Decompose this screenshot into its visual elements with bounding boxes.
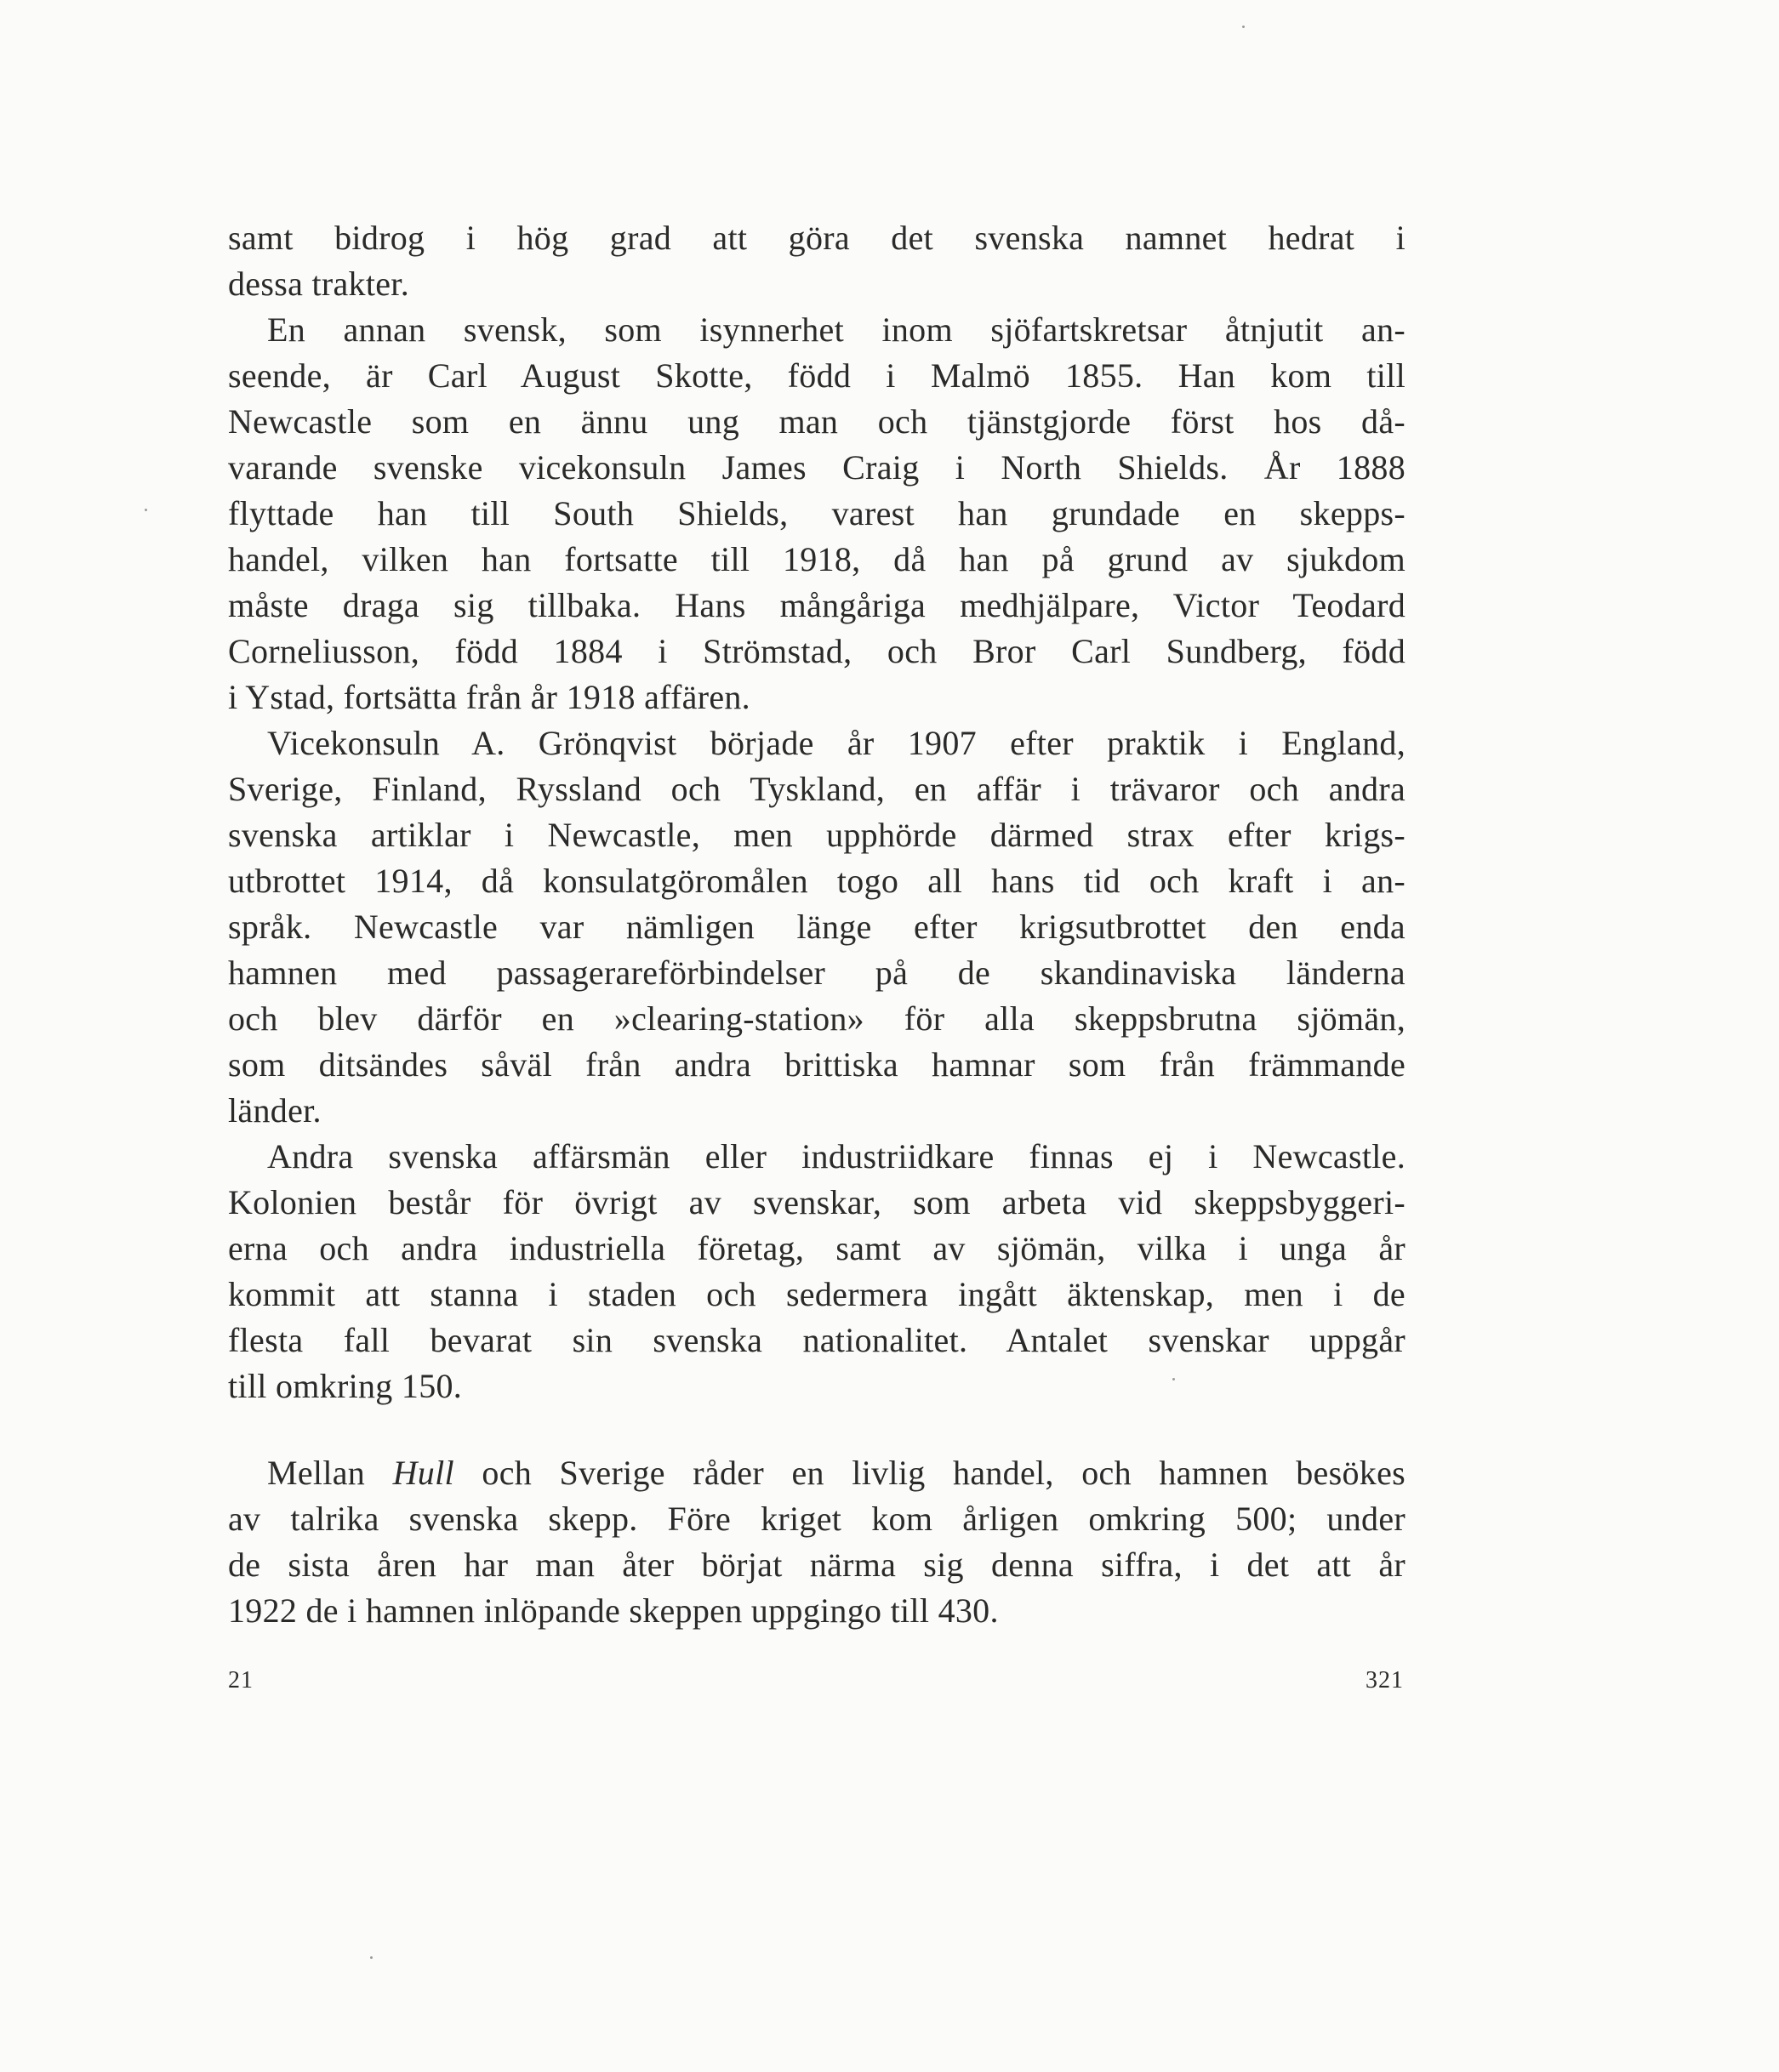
text-line: måste draga sig tillbaka. Hans mångåriga medhjälpare, Victor Teodard bbox=[228, 586, 1406, 624]
text-line: svenska artiklar i Newcastle, men upphörde därmed strax efter krigs- bbox=[228, 816, 1406, 854]
text-line: i Ystad, fortsätta från år 1918 affären. bbox=[228, 678, 750, 716]
text-line: flyttade han till South Shields, varest han grundade en skepps- bbox=[228, 494, 1406, 532]
text-line: dessa trakter. bbox=[228, 265, 410, 303]
text-section-newcastle bbox=[228, 215, 1406, 1409]
text-line: Kolonien består för övrigt av svenskar, som arbeta vid skeppsbyggeri- bbox=[228, 1183, 1406, 1221]
text-run: och Sverige råder en livlig handel, och hamnen besökes bbox=[453, 1454, 1406, 1492]
paper-speck bbox=[1242, 26, 1245, 28]
text-line: till omkring 150. bbox=[228, 1367, 463, 1405]
text-line: samt bidrog i hög grad att göra det svenska namnet hedrat i bbox=[228, 219, 1406, 257]
text-line: En annan svensk, som isynnerhet inom sjöfartskretsar åtnjutit an- bbox=[267, 310, 1406, 349]
text-line: länder. bbox=[228, 1091, 322, 1130]
text-line: de sista åren har man åter börjat närma sig denna siffra, i det att år bbox=[228, 1545, 1406, 1584]
text-line: varande svenske vicekonsuln James Craig i North Shields. År 1888 bbox=[228, 448, 1406, 487]
text-line: Newcastle som en ännu ung man och tjänstgjorde först hos då- bbox=[228, 402, 1406, 441]
text-line: som ditsändes såväl från andra brittiska hamnar som från främmande bbox=[228, 1045, 1406, 1084]
text-line: Sverige, Finland, Ryssland och Tyskland, en affär i trävaror och andra bbox=[228, 770, 1406, 808]
text-section-hull bbox=[228, 1450, 1406, 1634]
text-run: Mellan bbox=[267, 1454, 393, 1492]
paper-speck bbox=[1172, 1378, 1175, 1380]
text-line: kommit att stanna i staden och sedermera ingått äktenskap, men i de bbox=[228, 1275, 1406, 1313]
text-line: handel, vilken han fortsatte till 1918, då han på grund av sjukdom bbox=[228, 540, 1406, 578]
paper-speck bbox=[370, 1956, 373, 1959]
text-line bbox=[228, 1450, 1406, 1496]
paper-speck bbox=[145, 509, 147, 511]
text-line: språk. Newcastle var nämligen länge efter krigsutbrottet den enda bbox=[228, 908, 1406, 946]
text-line: flesta fall bevarat sin svenska nationalitet. Antalet svenskar uppgår bbox=[228, 1321, 1406, 1359]
text-line: Vicekonsuln A. Grönqvist började år 1907 efter praktik i England, bbox=[267, 724, 1406, 762]
page-number: 321 bbox=[1366, 1667, 1404, 1693]
text-line: av talrika svenska skepp. Före kriget kom årligen omkring 500; under bbox=[228, 1500, 1406, 1538]
text-line: utbrottet 1914, då konsulatgöromålen togo all hans tid och kraft i an- bbox=[228, 862, 1406, 900]
text-line: seende, är Carl August Skotte, född i Malmö 1855. Han kom till bbox=[228, 356, 1406, 395]
signature-mark: 21 bbox=[228, 1667, 254, 1693]
text-line: Corneliusson, född 1884 i Strömstad, och Bror Carl Sundberg, född bbox=[228, 632, 1406, 670]
text-line: Andra svenska affärsmän eller industriidkare finnas ej i Newcastle. bbox=[267, 1137, 1406, 1175]
text-line: 1922 de i hamnen inlöpande skeppen uppgingo till 430. bbox=[228, 1591, 999, 1630]
text-line: hamnen med passagerareförbindelser på de skandinaviska länderna bbox=[228, 953, 1406, 992]
place-name-hull: Hull bbox=[392, 1454, 454, 1492]
text-line: erna och andra industriella företag, samt av sjömän, vilka i unga år bbox=[228, 1229, 1406, 1267]
text-line: och blev därför en »clearing-station» för alla skeppsbrutna sjömän, bbox=[228, 999, 1406, 1038]
